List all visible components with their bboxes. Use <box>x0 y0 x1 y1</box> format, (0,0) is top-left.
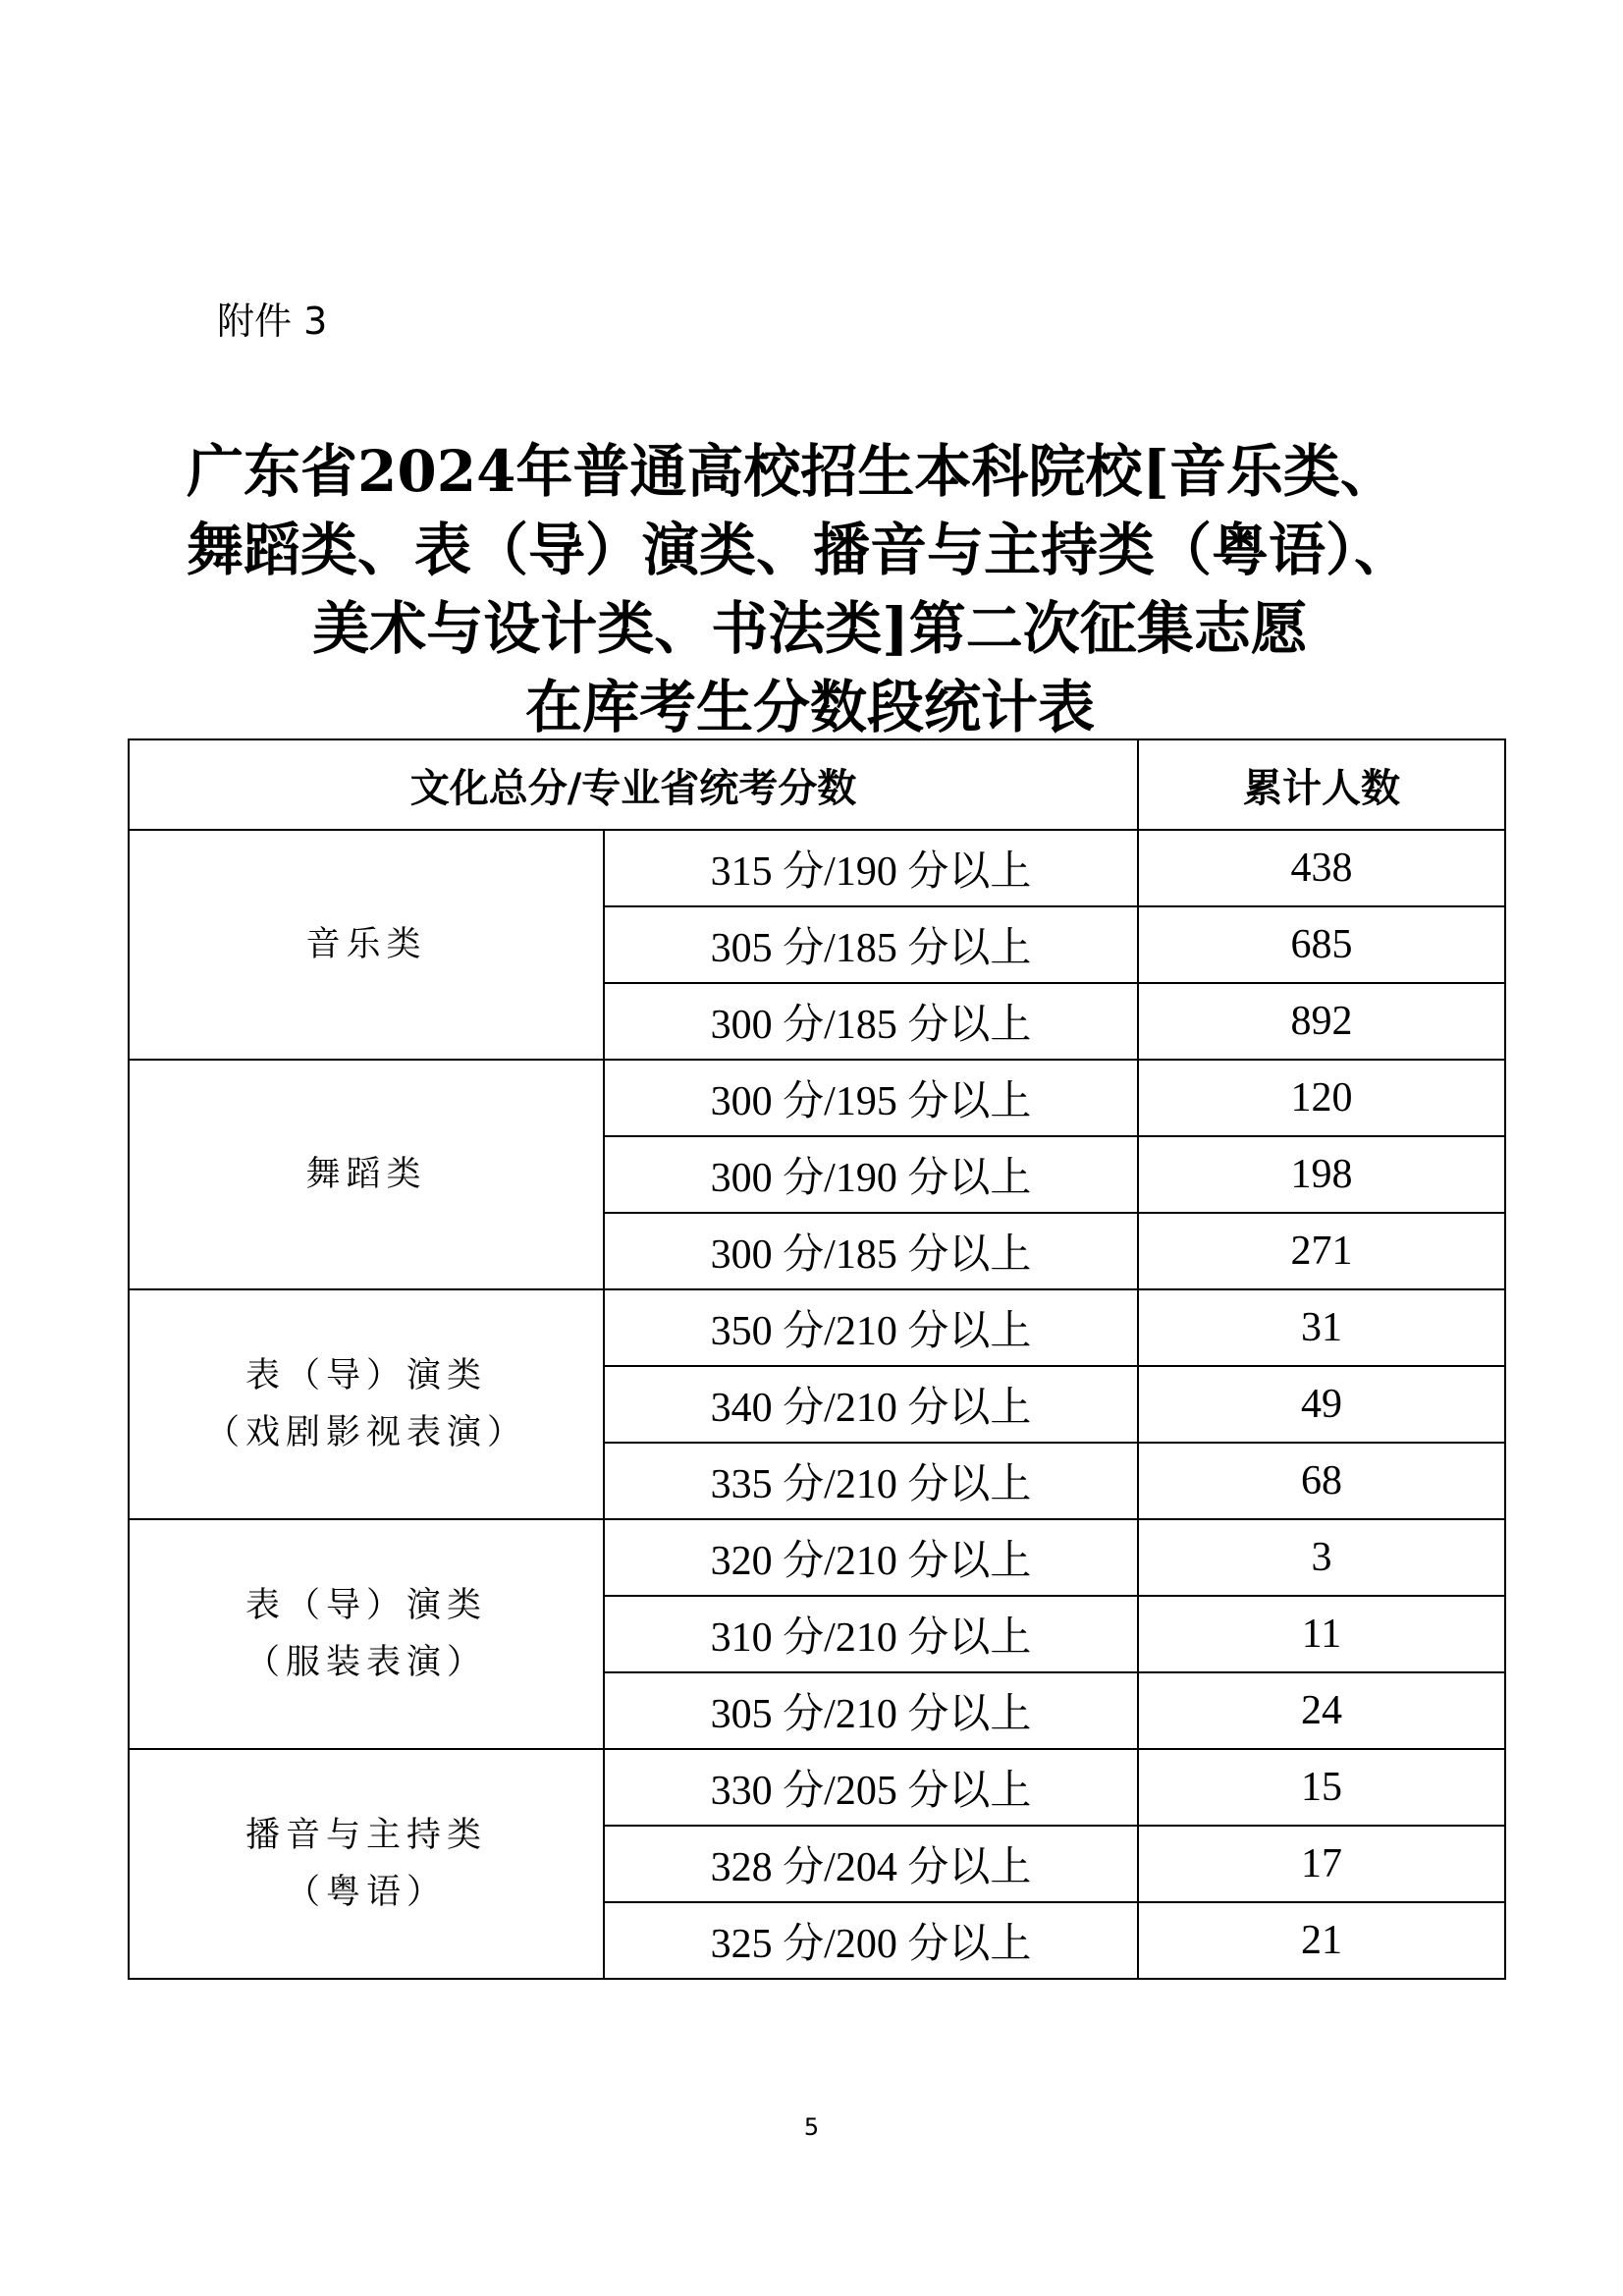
category-cell <box>129 1060 604 1289</box>
attachment-label: 附件 3 <box>217 300 328 343</box>
table-row <box>129 1060 1505 1136</box>
score-range-cell: 335 分/210 分以上 <box>604 1443 1138 1519</box>
category-label: 舞蹈类 <box>305 1155 427 1194</box>
cumulative-count-cell: 15 <box>1138 1749 1505 1826</box>
title-line: 在库考生分数段统计表 <box>524 674 1095 740</box>
score-range-cell: 305 分/210 分以上 <box>604 1672 1138 1749</box>
category-sublabel: （戏剧影视表演） <box>204 1413 527 1452</box>
table-header-row <box>129 739 1505 830</box>
score-range-cell: 328 分/204 分以上 <box>604 1826 1138 1902</box>
cumulative-count-cell: 31 <box>1138 1289 1505 1366</box>
score-range-cell: 300 分/190 分以上 <box>604 1136 1138 1213</box>
cumulative-count-cell: 438 <box>1138 830 1505 906</box>
cumulative-count-cell: 17 <box>1138 1826 1505 1902</box>
table-row <box>129 830 1505 906</box>
category-sublabel: （服装表演） <box>244 1643 487 1682</box>
score-range-cell: 300 分/195 分以上 <box>604 1060 1138 1136</box>
score-range-cell: 340 分/210 分以上 <box>604 1366 1138 1443</box>
page-number: 5 <box>803 2113 820 2141</box>
cumulative-count-cell: 49 <box>1138 1366 1505 1443</box>
score-column-header: 文化总分/专业省统考分数 <box>129 739 1138 830</box>
table-row <box>129 1519 1505 1596</box>
category-cell <box>129 1519 604 1749</box>
score-range-cell: 305 分/185 分以上 <box>604 906 1138 983</box>
score-statistics-table <box>128 738 1506 1980</box>
cumulative-count-cell: 198 <box>1138 1136 1505 1213</box>
category-label: 播音与主持类 <box>244 1816 487 1855</box>
category-cell <box>129 1749 604 1979</box>
category-label: 表（导）演类 <box>244 1356 487 1395</box>
table-row <box>129 1289 1505 1366</box>
score-range-cell: 310 分/210 分以上 <box>604 1596 1138 1672</box>
score-range-cell: 315 分/190 分以上 <box>604 830 1138 906</box>
cumulative-count-cell: 685 <box>1138 906 1505 983</box>
title-line: 美术与设计类、书法类]第二次征集志愿 <box>312 595 1308 662</box>
category-sublabel: （粤语） <box>285 1873 447 1912</box>
score-range-cell: 320 分/210 分以上 <box>604 1519 1138 1596</box>
category-label: 表（导）演类 <box>244 1586 487 1625</box>
title-line: 广东省2024年普通高校招生本科院校[音乐类、 <box>187 438 1397 505</box>
score-range-cell: 300 分/185 分以上 <box>604 983 1138 1060</box>
cumulative-count-cell: 11 <box>1138 1596 1505 1672</box>
score-range-cell: 330 分/205 分以上 <box>604 1749 1138 1826</box>
cumulative-count-cell: 120 <box>1138 1060 1505 1136</box>
score-range-cell: 300 分/185 分以上 <box>604 1213 1138 1289</box>
cumulative-count-cell: 21 <box>1138 1902 1505 1979</box>
cumulative-count-cell: 3 <box>1138 1519 1505 1596</box>
score-range-cell: 325 分/200 分以上 <box>604 1902 1138 1979</box>
count-column-header: 累计人数 <box>1138 739 1505 830</box>
cumulative-count-cell: 24 <box>1138 1672 1505 1749</box>
category-cell <box>129 1289 604 1519</box>
score-range-cell: 350 分/210 分以上 <box>604 1289 1138 1366</box>
category-cell <box>129 830 604 1060</box>
category-label: 音乐类 <box>305 925 427 964</box>
title-line: 舞蹈类、表（导）演类、播音与主持类（粤语）、 <box>187 517 1412 583</box>
cumulative-count-cell: 271 <box>1138 1213 1505 1289</box>
cumulative-count-cell: 68 <box>1138 1443 1505 1519</box>
cumulative-count-cell: 892 <box>1138 983 1505 1060</box>
document-title <box>187 432 1434 746</box>
table-row <box>129 1749 1505 1826</box>
